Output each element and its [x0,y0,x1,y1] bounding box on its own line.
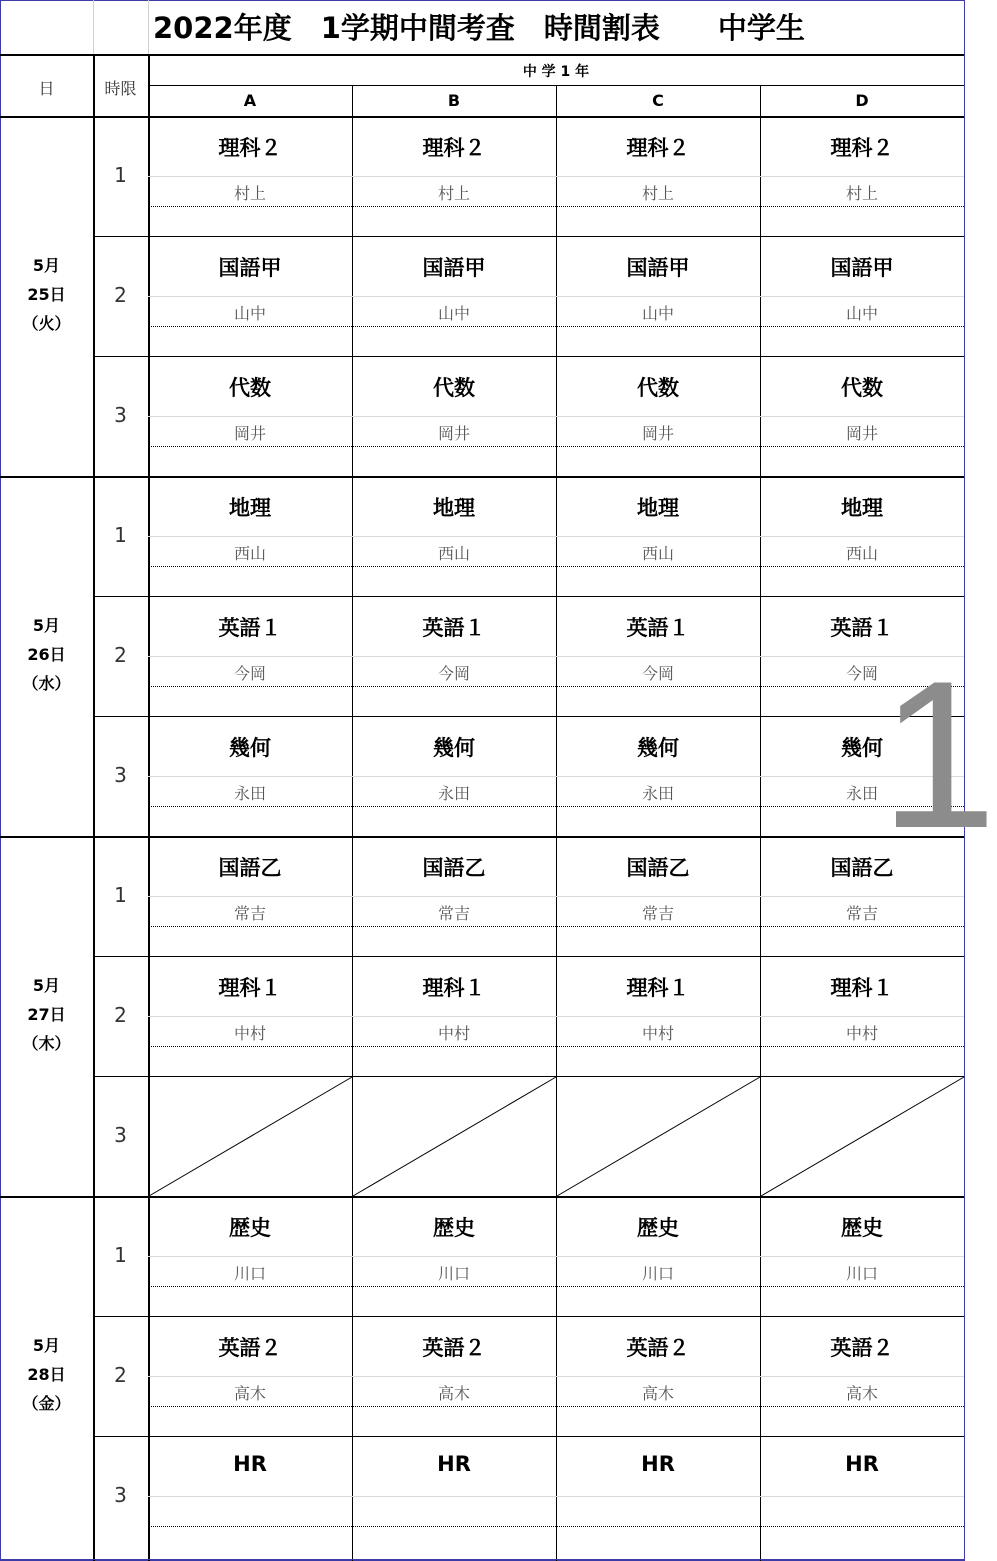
day-label [0,611,93,698]
period-number: 1 [114,163,127,187]
subject-name: 理科２ [422,136,486,160]
teacher-name: 今岡 [437,664,470,683]
cell-grid-line [148,1256,964,1257]
subject-name: 国語甲 [830,256,894,280]
teacher-name: 今岡 [845,664,878,683]
period-number: 1 [114,1243,127,1267]
day-date: 28日 [27,1365,66,1384]
teacher-name: 今岡 [641,664,674,683]
day-month: 5月 [32,976,61,995]
period-border [93,596,964,597]
teacher-name: 常吉 [437,904,470,923]
grade-header: 中 学 1 年 [522,64,590,80]
period-number: 1 [114,883,127,907]
teacher-name: 中村 [233,1024,266,1043]
cell-grid-line [148,536,964,537]
period-border [93,356,964,357]
table-bottom-border [0,1559,964,1560]
class-header-a: A [243,91,257,110]
period-number: 3 [114,763,127,787]
period-number: 3 [114,403,127,427]
cell-grid-line [148,656,964,657]
day-month: 5月 [32,256,61,275]
subject-name: 国語甲 [422,256,486,280]
teacher-name: 山中 [437,304,470,323]
subject-name: 幾何 [841,736,883,760]
empty-slot-diagonal [352,1076,556,1196]
empty-slot-diagonal [148,1076,352,1196]
teacher-name: 山中 [233,304,266,323]
day-label [0,1331,93,1418]
teacher-name: 中村 [437,1024,470,1043]
cell-grid-line [148,296,964,297]
cell-dotted-line [148,1286,964,1287]
subject-name: 幾何 [637,736,679,760]
day-period-divider [93,54,95,1561]
grid-line [93,0,94,54]
subject-name: 歴史 [637,1216,679,1240]
header-top-border [0,54,964,56]
teacher-name: 西山 [845,544,878,563]
day-date: 27日 [27,1005,66,1024]
subject-name: 英語２ [218,1336,282,1360]
period-border [93,236,964,237]
teacher-name: 山中 [641,304,674,323]
cell-grid-line [148,776,964,777]
day-border [0,1196,964,1198]
period-number: 2 [114,643,127,667]
cell-dotted-line [148,326,964,327]
cell-grid-line [148,416,964,417]
teacher-name: 中村 [845,1024,878,1043]
period-border [93,716,964,717]
period-number: 3 [114,1483,127,1507]
cell-dotted-line [148,206,964,207]
class-header-d: D [855,91,869,110]
teacher-name: 中村 [641,1024,674,1043]
teacher-name: 岡井 [233,424,266,443]
subject-name: 国語乙 [218,856,282,880]
day-month: 5月 [32,616,61,635]
subject-name: 国語乙 [830,856,894,880]
subject-name: 英語１ [626,616,690,640]
teacher-name: 永田 [641,784,674,803]
subject-name: 地理 [841,496,883,520]
period-number: 2 [114,1363,127,1387]
period-number: 1 [114,523,127,547]
cell-dotted-line [148,566,964,567]
subject-name: 理科１ [218,976,282,1000]
subject-name: 英語２ [626,1336,690,1360]
subject-name: 理科２ [218,136,282,160]
subject-name: 英語１ [218,616,282,640]
teacher-name: 川口 [845,1264,878,1283]
subject-name: 代数 [433,376,475,400]
subject-name: 国語甲 [626,256,690,280]
subject-name: 英語２ [422,1336,486,1360]
subject-name: 英語１ [830,616,894,640]
day-column-header: 日 [38,79,55,98]
cell-dotted-line [148,1526,964,1527]
teacher-name: 西山 [641,544,674,563]
cell-dotted-line [148,446,964,447]
period-column-header: 時限 [104,79,137,98]
teacher-name: 常吉 [845,904,878,923]
period-border [93,1436,964,1437]
period-number: 3 [114,1123,127,1147]
subject-name: 幾何 [229,736,271,760]
subject-name: 理科２ [626,136,690,160]
teacher-name: 川口 [233,1264,266,1283]
day-date: 26日 [27,645,66,664]
subject-name: 理科１ [422,976,486,1000]
page-number-watermark: 1 [880,637,997,872]
empty-slot-diagonal [760,1076,964,1196]
class-header-b: B [447,91,461,110]
period-number: 2 [114,1003,127,1027]
teacher-name: 西山 [233,544,266,563]
subject-name: HR [845,1452,879,1476]
teacher-name: 永田 [437,784,470,803]
cell-dotted-line [148,686,964,687]
subject-name: 地理 [637,496,679,520]
teacher-name: 岡井 [845,424,878,443]
period-number: 2 [114,283,127,307]
teacher-name: 村上 [641,184,674,203]
teacher-name: 岡井 [641,424,674,443]
teacher-name: 村上 [845,184,878,203]
day-weekday: （木） [22,1034,71,1053]
teacher-name: 山中 [845,304,878,323]
teacher-name: 永田 [233,784,266,803]
teacher-name: 岡井 [437,424,470,443]
subject-name: 代数 [229,376,271,400]
cell-dotted-line [148,806,964,807]
subject-name: 地理 [229,496,271,520]
subject-name: 国語甲 [218,256,282,280]
cell-grid-line [148,896,964,897]
subject-name: 理科２ [830,136,894,160]
page-title: 2022年度 1学期中間考査 時間割表 中学生 [153,11,805,45]
cell-grid-line [148,1496,964,1497]
cell-dotted-line [148,1406,964,1407]
period-border [93,1316,964,1317]
subject-name: 歴史 [433,1216,475,1240]
cell-grid-line [148,1016,964,1017]
grid-line [148,0,149,54]
empty-slot-diagonal [556,1076,760,1196]
subject-name: 国語乙 [626,856,690,880]
period-border [93,956,964,957]
subject-name: 国語乙 [422,856,486,880]
subject-name: 歴史 [841,1216,883,1240]
subject-name: HR [437,1452,471,1476]
day-border [0,836,964,838]
day-label [0,251,93,338]
subject-name: 幾何 [433,736,475,760]
teacher-name: 川口 [437,1264,470,1283]
class-header-c: C [652,91,664,110]
cell-dotted-line [148,1046,964,1047]
subject-name: 理科１ [626,976,690,1000]
subject-name: 英語２ [830,1336,894,1360]
subject-name: HR [233,1452,267,1476]
day-weekday: （水） [22,674,71,693]
subject-name: 代数 [637,376,679,400]
subject-name: 地理 [433,496,475,520]
day-weekday: （金） [22,1394,71,1413]
teacher-name: 高木 [437,1384,470,1403]
teacher-name: 西山 [437,544,470,563]
teacher-name: 今岡 [233,664,266,683]
day-date: 25日 [27,285,66,304]
day-border [0,476,964,478]
day-month: 5月 [32,1336,61,1355]
teacher-name: 常吉 [641,904,674,923]
subject-name: HR [641,1452,675,1476]
teacher-name: 川口 [641,1264,674,1283]
teacher-name: 村上 [233,184,266,203]
teacher-name: 村上 [437,184,470,203]
day-label [0,971,93,1058]
cell-dotted-line [148,926,964,927]
subject-name: 英語１ [422,616,486,640]
teacher-name: 高木 [641,1384,674,1403]
teacher-name: 高木 [845,1384,878,1403]
cell-grid-line [148,176,964,177]
subject-name: 代数 [841,376,883,400]
teacher-name: 常吉 [233,904,266,923]
subject-name: 歴史 [229,1216,271,1240]
subject-name: 理科１ [830,976,894,1000]
teacher-name: 永田 [845,784,878,803]
teacher-name: 高木 [233,1384,266,1403]
header-bottom-border [0,116,964,118]
day-weekday: （火） [22,314,71,333]
cell-grid-line [148,1376,964,1377]
